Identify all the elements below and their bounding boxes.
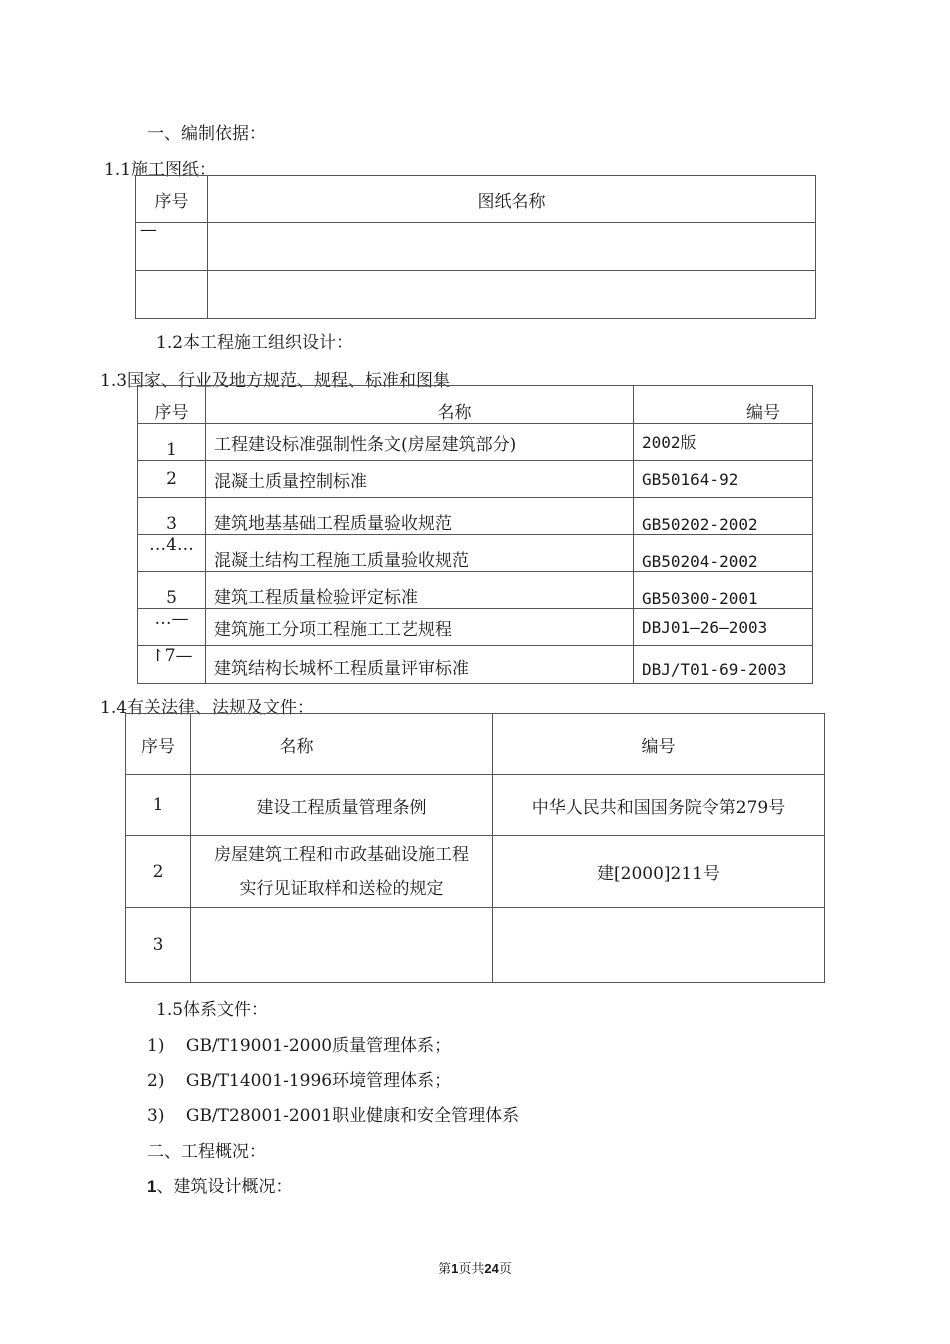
table-cell: 建筑施工分项工程施工工艺规程 (206, 609, 634, 646)
table-cell: 建[2000]211号 (493, 836, 825, 908)
list-item-text: GB/T19001-2000质量管理体系； (185, 1036, 452, 1056)
list-item-text: GB/T14001-1996环境管理体系； (185, 1071, 452, 1091)
law-name-line: 建设工程质量管理条例 (256, 797, 427, 818)
list-item-number: 1) (147, 1036, 165, 1056)
list-item-text: GB/T28001-2001职业健康和安全管理体系 (185, 1106, 520, 1126)
table-header-cell: 序号 (138, 386, 206, 424)
table-cell: 2 (126, 836, 191, 908)
table-cell: …— (138, 609, 206, 646)
standards-table (137, 385, 813, 684)
table-cell: 中华人民共和国国务院令第279号 (493, 775, 825, 836)
section-heading-overview: 二、工程概况： (147, 1142, 266, 1162)
law-name-line: 房屋建筑工程和市政基础设施工程 (214, 844, 469, 865)
list-item-number: 3) (147, 1106, 165, 1126)
table-header-cell: 名称 (206, 386, 634, 424)
table-row (126, 775, 825, 836)
table-cell (191, 775, 493, 836)
table-cell: GB50202-2002 (634, 498, 813, 535)
table-header-cell: 序号 (136, 176, 208, 223)
total-pages: 24 (484, 1261, 499, 1276)
table-cell (191, 908, 493, 983)
drawings-table (135, 175, 816, 319)
table-cell: 2 (138, 461, 206, 498)
table-header-cell: 序号 (126, 714, 191, 775)
footer-text: 页 (498, 1261, 512, 1276)
subsection-title-systems: 1.5体系文件： (156, 1000, 269, 1020)
table-cell: 建筑工程质量检验评定标准 (206, 572, 634, 609)
table-header-cell: 名称 (191, 714, 493, 775)
table-row (138, 535, 813, 572)
table-cell: …4… (138, 535, 206, 572)
table-row (126, 836, 825, 908)
page-number: 1 (451, 1261, 459, 1276)
table-row (136, 271, 816, 319)
table-row (138, 572, 813, 609)
table-row (136, 223, 816, 271)
table-cell: 1 (138, 424, 206, 461)
table-cell (191, 836, 493, 908)
table-cell: — (136, 223, 208, 271)
footer-text: 页共 (458, 1261, 485, 1276)
table-cell: 2002版 (634, 424, 813, 461)
subsection-number: 1 (147, 1177, 157, 1196)
table-row (126, 908, 825, 983)
table-cell: DBJ01—26—2003 (634, 609, 813, 646)
subsection-title-standards: 1.3国家、行业及地方规范、规程、标准和图集 (100, 371, 451, 391)
table-row (138, 646, 813, 684)
list-item-number: 2) (147, 1071, 165, 1091)
table-cell: 混凝土结构工程施工质量验收规范 (206, 535, 634, 572)
subsection-title-laws: 1.4有关法律、法规及文件： (100, 698, 315, 718)
table-header-cell: 图纸名称 (208, 176, 816, 223)
table-cell: ↾7— (138, 646, 206, 684)
law-name-line: 实行见证取样和送检的规定 (239, 878, 444, 899)
table-cell: GB50164-92 (634, 461, 813, 498)
subsection-title-architecture (147, 1172, 292, 1197)
table-row (138, 498, 813, 535)
table-cell: DBJ/T01-69-2003 (634, 646, 813, 684)
footer-text: 第 (438, 1261, 452, 1276)
table-cell: 3 (138, 498, 206, 535)
table-header-cell: 编号 (634, 386, 813, 424)
subsection-text: 、建筑设计概况： (156, 1177, 293, 1197)
table-cell (208, 223, 816, 271)
table-cell: 1 (126, 775, 191, 836)
laws-table (125, 713, 825, 983)
list-item (147, 1066, 451, 1091)
table-cell (136, 271, 208, 319)
table-cell (208, 271, 816, 319)
table-cell: 建筑结构长城杯工程质量评审标准 (206, 646, 634, 684)
table-cell: GB50204-2002 (634, 535, 813, 572)
table-cell: GB50300-2001 (634, 572, 813, 609)
section-heading-basis: 一、编制依据： (147, 124, 266, 144)
table-row (138, 609, 813, 646)
subsection-title-org-design: 1.2本工程施工组织设计： (156, 333, 354, 353)
table-row (138, 424, 813, 461)
table-cell: 5 (138, 572, 206, 609)
table-cell: 混凝土质量控制标准 (206, 461, 634, 498)
table-row (138, 461, 813, 498)
page-footer (0, 1258, 950, 1277)
table-cell (493, 908, 825, 983)
table-cell: 建筑地基基础工程质量验收规范 (206, 498, 634, 535)
list-item (147, 1031, 451, 1056)
table-cell: 工程建设标准强制性条文(房屋建筑部分) (206, 424, 634, 461)
subsection-title-drawings: 1.1施工图纸： (104, 160, 217, 180)
table-header-cell: 编号 (493, 714, 825, 775)
table-cell: 3 (126, 908, 191, 983)
list-item (147, 1101, 519, 1126)
